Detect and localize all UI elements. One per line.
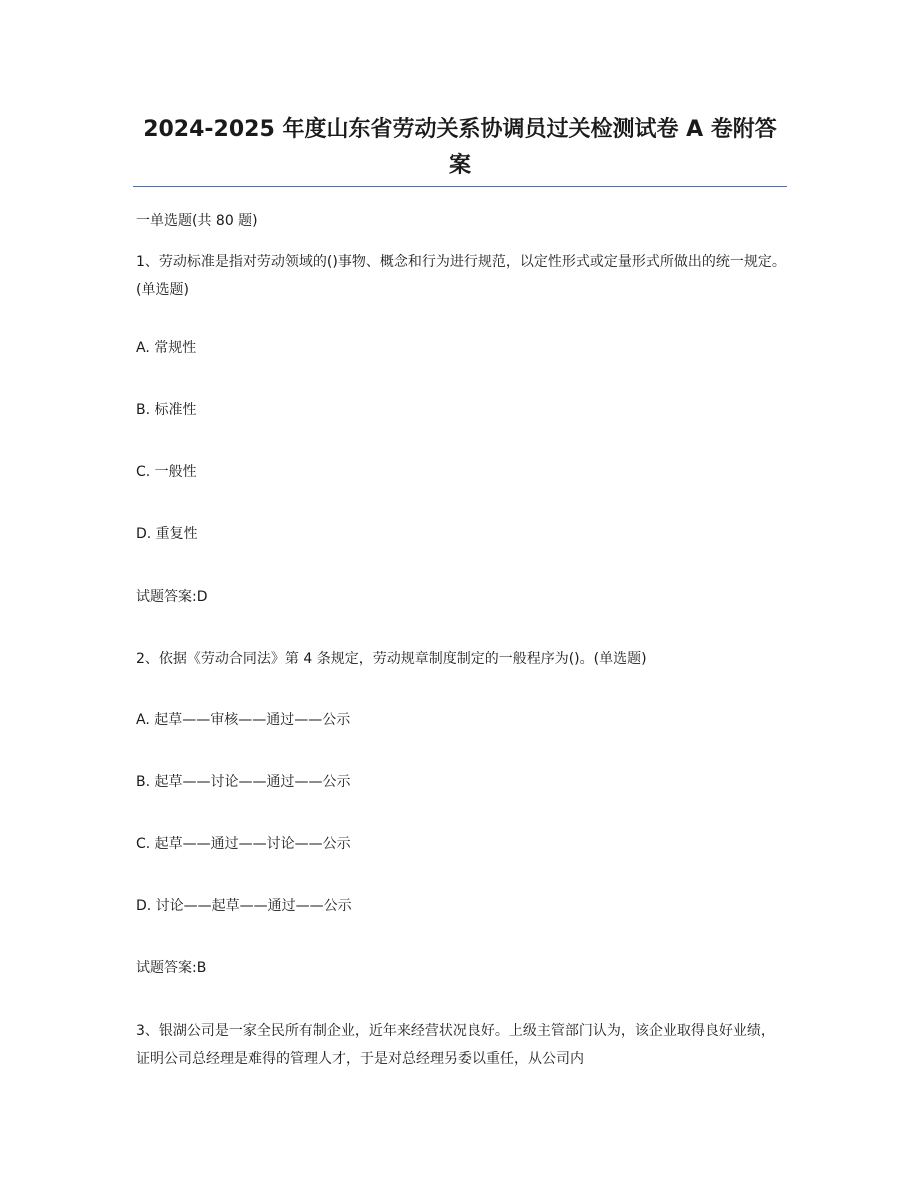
question-2-option-c: C. 起草——通过——讨论——公示 [136,836,351,852]
question-1-stem: 1、劳动标准是指对劳动领域的()事物、概念和行为进行规范，以定性形式或定量形式所做出的统一规定。(单选题) [136,254,786,298]
question-1-option-a: A. 常规性 [136,340,197,356]
document-title: 2024-2025 年度山东省劳动关系协调员过关检测试卷 A 卷附答案 [143,117,777,178]
question-2-stem: 2、依据《劳动合同法》第 4 条规定，劳动规章制度制定的一般程序为()。(单选题) [136,651,647,667]
question-2-answer: 试题答案:B [136,960,207,976]
question-2-option-b: B. 起草——讨论——通过——公示 [136,774,351,790]
question-3-stem: 3、银湖公司是一家全民所有制企业，近年来经营状况良好。上级主管部门认为，该企业取得良好业绩，证明公司总经理是难得的管理人才，于是对总经理另委以重任，从公司内 [136,1023,775,1067]
section-heading: 一单选题(共 80 题) [136,213,258,229]
question-1-option-c: C. 一般性 [136,464,197,480]
question-1-option-d: D. 重复性 [136,526,198,542]
title-divider [133,186,787,187]
question-1-answer: 试题答案:D [136,589,208,605]
question-2-option-d: D. 讨论——起草——通过——公示 [136,898,352,914]
question-2-option-a: A. 起草——审核——通过——公示 [136,712,351,728]
question-1-option-b: B. 标准性 [136,402,197,418]
